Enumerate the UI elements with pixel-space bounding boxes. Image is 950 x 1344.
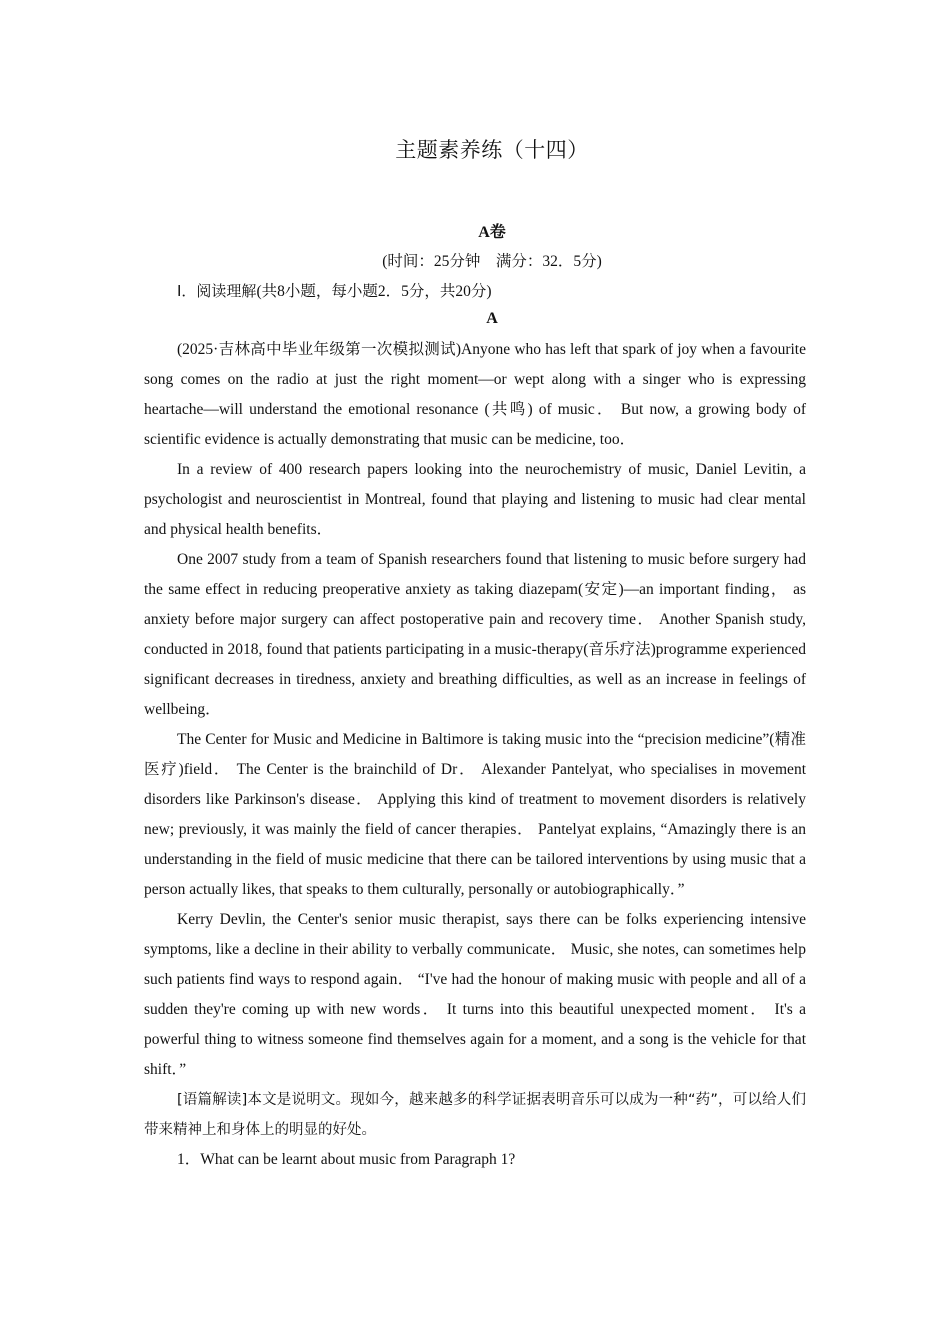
question-1: 1．What can be learnt about music from Paragraph 1? [177, 1151, 516, 1168]
section-heading [177, 279, 492, 301]
paragraph-3: One 2007 study from a team of Spanish researchers found that listening to music before surgery had the same effect in reducing preoperative anxiety as taking diazepam(安定)—an important finding， as anxiety before major surgery can affect postoperative pain and recovery time． Another Spanish study, conducted in 2018, found that patients participating in a music-therapy(音乐疗法)programme experienced significant decreases in tiredness, anxiety and breathing difficulties, as well as an increase in feelings of wellbeing． [144, 551, 806, 718]
analysis-label: [语篇解读] [177, 1092, 248, 1108]
paragraph-5: Kerry Devlin, the Center's senior music therapist, says there can be folks experiencing intensive symptoms, like a decline in their ability to verbally communicate． Music, she notes, can sometimes help such patients find ways to respond again． “I've had the honour of making music with people and all of a sudden they're coming up with new words． It turns into this beautiful unexpected moment． It's a powerful thing to witness someone find themselves again for a moment, and a song is the vehicle for that shift．” [144, 911, 806, 1078]
page-title: 主题素养练（十四） [395, 138, 589, 162]
analysis-paragraph [144, 1085, 806, 1145]
analysis-text: 本文是说明文。现如今，越来越多的科学证据表明音乐可以成为一种“药”，可以给人们带来精神上和身体上的明显的好处。 [144, 1092, 806, 1138]
paragraph-4: The Center for Music and Medicine in Baltimore is taking music into the “precision medicine”(精准医疗)field． The Center is the brainchild of Dr． Alexander Pantelyat, who specialises in movement disorders like Parkinson's disease． Applying this kind of treatment to movement disorders is relatively new; previously, it was mainly the field of cancer therapies． Pantelyat explains, “Amazingly there is an understanding in the field of music medicine that there can be tailored interventions by using music that a person actually likes, that speaks to them culturally, personally or autobiographically．” [144, 731, 806, 898]
time-info: (时间：25分钟 满分：32．5分) [382, 253, 602, 270]
passage-body [144, 335, 806, 1175]
paper-label: A卷 [478, 224, 506, 241]
section-title: Ⅰ．阅读理解 [177, 282, 257, 300]
paragraph-1: (2025·吉林高中毕业年级第一次模拟测试)Anyone who has left that spark of joy when a favourite song comes on the radio at just the right moment—or wept along with a singer who is expressing heartache—will understand the emotional resonance (共鸣) of music． But now, a growing body of scientific evidence is actually demonstrating that music can be medicine, too． [144, 341, 806, 448]
paragraph-2: In a review of 400 research papers looking into the neurochemistry of music, Daniel Levitin, a psychologist and neuroscientist in Montreal, found that playing and listening to music had clear mental and physical health benefits． [144, 461, 806, 538]
section-detail: (共8小题，每小题2．5分，共20分) [256, 283, 492, 300]
passage-label: A [486, 310, 498, 327]
